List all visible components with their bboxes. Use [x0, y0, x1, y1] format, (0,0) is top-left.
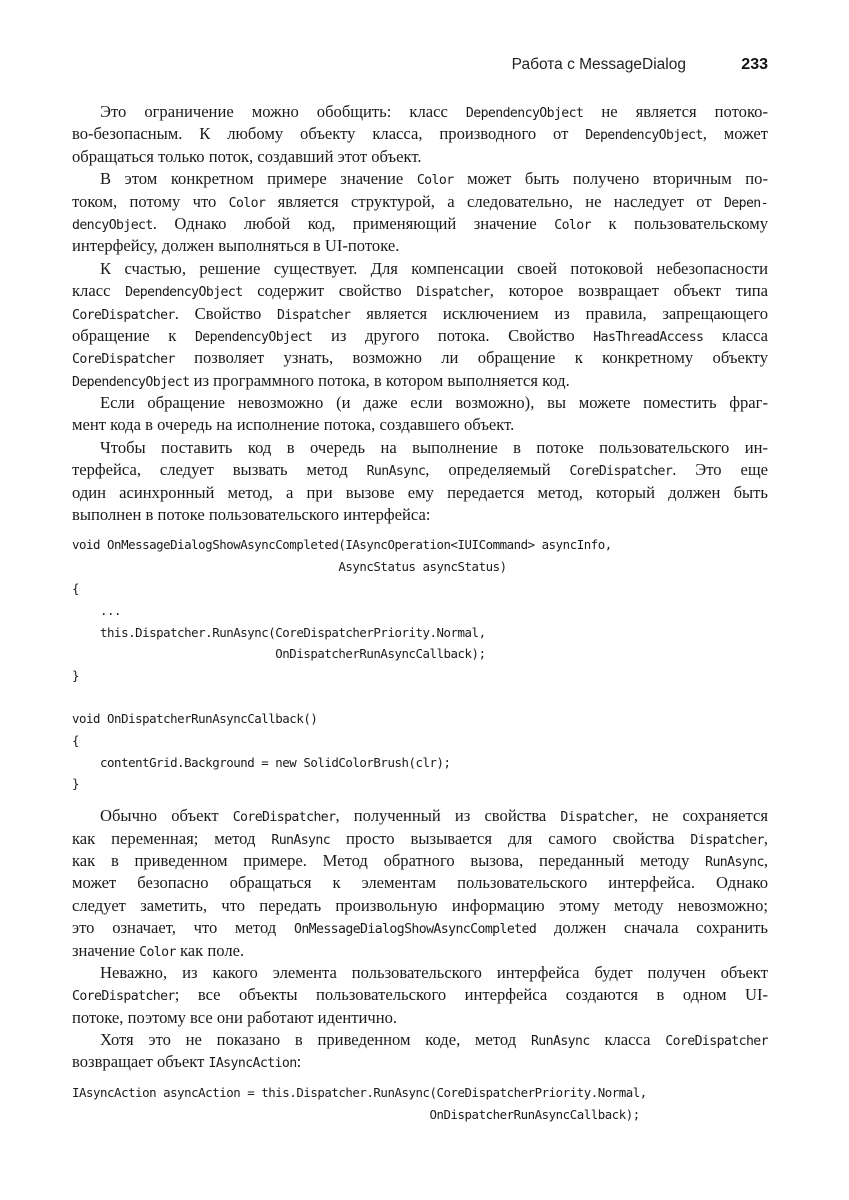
code-line: OnDispatcherRunAsyncCallback);	[72, 1106, 640, 1122]
inline-code: Color	[416, 173, 454, 189]
text-run: , не сохраняется	[633, 806, 768, 826]
text-line	[72, 984, 768, 1006]
text-run: Хотя это не показано в приведенном коде, метод	[100, 1030, 531, 1050]
inline-code: CoreDispatcher	[665, 1034, 768, 1050]
code-line: AsyncStatus asyncStatus)	[72, 559, 507, 575]
inline-code: Dispatcher	[560, 810, 634, 826]
text-run: просто вызывается для самого свойства	[330, 828, 691, 848]
text-line	[72, 962, 768, 984]
text-line	[72, 303, 768, 325]
text-line	[72, 146, 768, 168]
text-run: класс	[72, 281, 126, 301]
code-line: OnDispatcherRunAsyncCallback);	[72, 646, 486, 662]
text-line	[72, 191, 768, 213]
code-line: ...	[72, 602, 122, 618]
text-run: является исключением из правила, запрещающего	[350, 303, 768, 323]
text-run: интерфейсу, должен выполняться в UI-потоке.	[72, 236, 400, 256]
paragraph	[72, 437, 768, 527]
paragraph	[72, 258, 768, 392]
text-run: ,	[763, 850, 768, 870]
text-line	[72, 325, 768, 347]
text-run: током, потому что	[72, 191, 229, 211]
text-line	[72, 895, 768, 917]
text-run: . Однако любой код, применяющий значение	[152, 213, 555, 233]
code-block	[72, 1082, 768, 1126]
inline-code: RunAsync	[366, 464, 426, 480]
text-run: , определяемый	[425, 460, 570, 480]
text-line	[72, 235, 768, 257]
paragraph	[72, 1029, 768, 1074]
text-run: один асинхронный метод, а при вызове ему передается метод, который должен быть	[72, 482, 768, 502]
text-line	[72, 504, 768, 526]
text-run: Это ограничение можно обобщить: класс	[100, 102, 466, 121]
inline-code: DependencyObject	[194, 329, 313, 345]
text-line	[72, 123, 768, 145]
inline-code: IAsyncAction	[208, 1056, 297, 1072]
spacer	[72, 795, 768, 805]
inline-code: Dispatcher	[690, 832, 764, 848]
code-line: void OnDispatcherRunAsyncCallback()	[72, 711, 318, 726]
code-line: }	[72, 776, 80, 792]
inline-code: RunAsync	[530, 1034, 590, 1050]
text-run: не является потоко-	[583, 102, 769, 121]
text-run: мент кода в очередь на исполнение потока, создавшего объект.	[72, 415, 515, 435]
page-number: 233	[741, 56, 768, 73]
text-run: Неважно, из какого элемента пользовательского интерфейса будет получен объект	[100, 962, 768, 982]
text-run: терфейса, следует вызвать метод	[72, 460, 367, 480]
inline-code: OnMessageDialogShowAsyncCompleted	[293, 922, 537, 938]
text-line	[72, 437, 768, 459]
text-run: позволяет узнать, возможно ли обращение к конкретному объекту	[174, 348, 768, 368]
text-line	[72, 850, 768, 872]
inline-code: RunAsync	[705, 854, 764, 870]
paragraph	[72, 168, 768, 258]
text-run: следует заметить, что передать произвольную информацию этому методу невозможно;	[72, 895, 768, 915]
text-line	[72, 805, 768, 827]
inline-code: Dispatcher	[277, 307, 351, 323]
code-line: IAsyncAction asyncAction = this.Dispatcher.RunAsync(CoreDispatcherPriority.Normal,	[72, 1084, 647, 1100]
text-run: к пользовательскому	[590, 213, 768, 233]
text-line	[72, 1007, 768, 1029]
text-run: должен сначала сохранить	[536, 918, 768, 938]
text-line	[72, 872, 768, 894]
text-line	[72, 828, 768, 850]
inline-code: CoreDispatcher	[569, 464, 673, 480]
text-run: Если обращение невозможно (и даже если возможно), вы можете поместить фраг-	[100, 393, 768, 413]
text-line	[72, 482, 768, 504]
text-run: , может	[702, 124, 769, 144]
code-line: this.Dispatcher.RunAsync(CoreDispatcherPriority.Normal,	[72, 624, 486, 640]
text-run: К счастью, решение существует. Для компенсации своей потоковой небезопасности	[100, 258, 768, 278]
inline-code: Dispatcher	[416, 285, 490, 301]
inline-code: DependencyObject	[125, 285, 243, 301]
inline-code: CoreDispatcher	[72, 989, 175, 1005]
text-run: :	[296, 1052, 302, 1072]
text-run: может безопасно обращаться к элементам пользовательского интерфейса. Однако	[72, 873, 768, 893]
text-line	[72, 414, 768, 436]
text-run: значение	[72, 940, 140, 960]
text-run: содержит свойство	[242, 281, 417, 301]
inline-code: Color	[228, 195, 266, 211]
text-line	[72, 1029, 768, 1051]
text-line	[72, 168, 768, 190]
text-line	[72, 347, 768, 369]
text-run: во-безопасным. К любому объекту класса, производного от	[72, 124, 586, 144]
inline-code: Color	[139, 944, 176, 960]
text-line	[72, 258, 768, 280]
text-run: может быть получено вторичным по-	[453, 169, 768, 189]
text-run: Обычно объект	[100, 806, 233, 826]
text-run: . Это еще	[672, 460, 768, 480]
running-header	[0, 56, 768, 78]
inline-code: RunAsync	[271, 832, 331, 848]
text-run: . Свойство	[174, 303, 278, 323]
inline-code: CoreDispatcher	[72, 352, 175, 368]
text-run: выполнен в потоке пользовательского интерфейса:	[72, 505, 431, 525]
text-run: , полученный из свойства	[335, 806, 561, 826]
inline-code: Depen-	[723, 195, 768, 211]
text-run: ,	[763, 828, 768, 848]
code-line: void OnMessageDialogShowAsyncCompleted(IAsyncOperation<IUICommand> asyncInfo,	[72, 537, 612, 553]
paragraph	[72, 392, 768, 437]
text-run: как поле.	[175, 940, 245, 960]
text-run: из программного потока, в котором выполняется код.	[189, 370, 570, 390]
text-line	[72, 392, 768, 414]
paragraph	[72, 101, 768, 168]
text-line	[72, 101, 768, 123]
text-run: обращение к	[72, 325, 195, 345]
text-run: возвращает объект	[72, 1052, 209, 1072]
chapter-title: Работа с MessageDialog	[511, 56, 686, 73]
text-line	[72, 280, 768, 302]
text-line	[72, 940, 768, 962]
inline-code: DependencyObject	[585, 128, 703, 144]
spacer	[72, 526, 768, 534]
code-block	[72, 534, 768, 687]
text-line	[72, 1051, 768, 1073]
text-line	[72, 917, 768, 939]
inline-code: HasThreadAccess	[593, 329, 704, 345]
text-run: Чтобы поставить код в очередь на выполнение в потоке пользовательского ин-	[100, 437, 768, 457]
text-run: как переменная; метод	[72, 828, 272, 848]
inline-code: dencyObject	[72, 217, 153, 233]
text-line	[72, 213, 768, 235]
text-run: класса	[703, 325, 769, 345]
spacer	[72, 687, 768, 708]
text-run: , которое возвращает объект типа	[489, 281, 768, 301]
page-body	[72, 101, 768, 1125]
text-run: из другого потока. Свойство	[312, 325, 594, 345]
inline-code: DependencyObject	[72, 374, 190, 390]
text-run: как в приведенном примере. Метод обратного вызова, переданный методу	[72, 850, 706, 870]
text-run: ; все объекты пользовательского интерфейса создаются в одном UI-	[174, 985, 768, 1005]
code-line: {	[72, 581, 80, 597]
inline-code: CoreDispatcher	[232, 810, 336, 826]
text-run: класса	[589, 1030, 666, 1050]
inline-code: Color	[554, 217, 591, 233]
paragraph	[72, 962, 768, 1029]
inline-code: DependencyObject	[465, 106, 584, 121]
code-line: }	[72, 668, 80, 684]
code-block	[72, 708, 768, 795]
text-line	[72, 459, 768, 481]
text-run: это означает, что метод	[72, 918, 294, 938]
spacer	[72, 1074, 768, 1082]
code-line: contentGrid.Background = new SolidColorBrush(clr);	[72, 754, 451, 770]
text-run: является структурой, а следовательно, не наследует от	[265, 191, 724, 211]
paragraph	[72, 805, 768, 962]
inline-code: CoreDispatcher	[72, 307, 175, 323]
text-run: обращаться только поток, создавший этот объект.	[72, 146, 422, 166]
text-run: потоке, поэтому все они работают идентично.	[72, 1007, 398, 1027]
code-line: {	[72, 732, 80, 748]
text-line	[72, 370, 768, 392]
text-run: В этом конкретном примере значение	[100, 169, 417, 189]
